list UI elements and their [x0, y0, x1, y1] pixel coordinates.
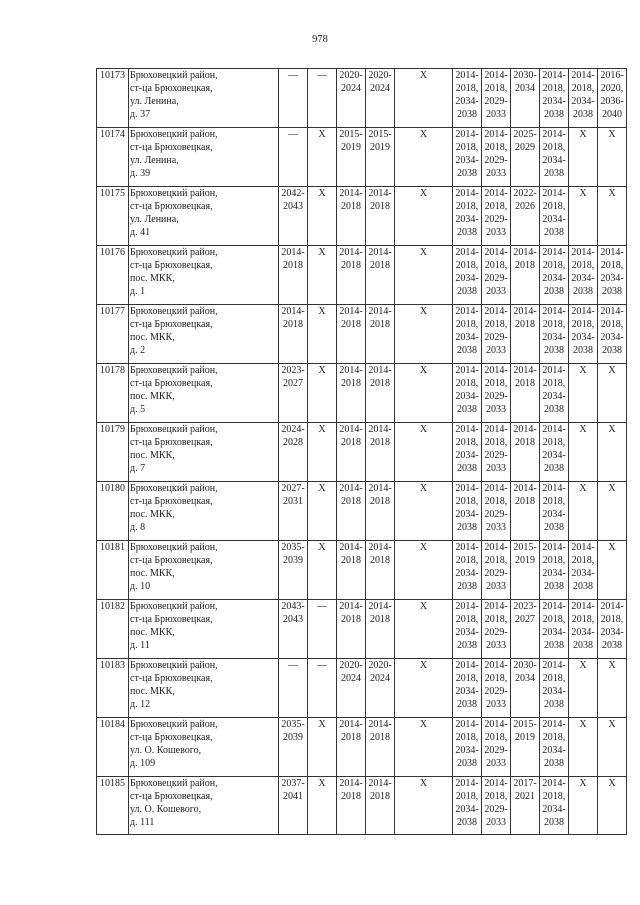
period-cell: 2014- 2018 [366, 482, 395, 541]
address-line: пос. МКК, [130, 509, 175, 520]
period-cell: X [598, 423, 627, 482]
period-cell: 2014- 2018, 2034- 2038 [540, 187, 569, 246]
period-cell: 2014- 2018 [337, 600, 366, 659]
period-cell: X [569, 187, 598, 246]
period-cell: 2014- 2018, 2029- 2033 [482, 246, 511, 305]
period-cell: 2014- 2018, 2034- 2038 [540, 364, 569, 423]
address-line: д. 37 [130, 109, 151, 120]
period-cell: 2014- 2018, 2034- 2038 [540, 541, 569, 600]
address-line: д. 12 [130, 699, 151, 710]
period-cell: 2014- 2018, 2029- 2033 [482, 718, 511, 777]
period-cell: 2014- 2018, 2034- 2038 [540, 423, 569, 482]
period-cell: 2014- 2018, 2029- 2033 [482, 541, 511, 600]
period-cell: 2014- 2018 [511, 482, 540, 541]
period-cell: X [395, 305, 453, 364]
period-cell: 2014- 2018 [366, 423, 395, 482]
period-cell: 2035- 2039 [279, 541, 308, 600]
record-number: 10179 [97, 423, 129, 482]
period-cell: 2014- 2018 [366, 718, 395, 777]
period-cell: 2023- 2027 [511, 600, 540, 659]
address-line: пос. МКК, [130, 450, 175, 461]
period-cell: 2014- 2018, 2034- 2038 [453, 423, 482, 482]
address-cell [129, 482, 279, 541]
period-cell: 2014- 2018, 2034- 2038 [540, 659, 569, 718]
period-cell: 2014- 2018, 2029- 2033 [482, 128, 511, 187]
address-line: ул. О. Кошевого, [130, 804, 202, 815]
address-line: Брюховецкий район, [130, 660, 218, 671]
period-cell: 2037- 2041 [279, 777, 308, 835]
period-cell: 2014- 2018, 2034- 2038 [540, 246, 569, 305]
period-cell: X [308, 541, 337, 600]
period-cell: — [279, 128, 308, 187]
period-cell: 2025- 2029 [511, 128, 540, 187]
registry-table [96, 68, 627, 835]
period-cell: 2014- 2018, 2034- 2038 [453, 718, 482, 777]
table-row [97, 659, 627, 718]
period-cell: X [395, 777, 453, 835]
period-cell: X [308, 718, 337, 777]
address-line: д. 10 [130, 581, 151, 592]
address-line: пос. МКК, [130, 568, 175, 579]
address-cell [129, 541, 279, 600]
table-row [97, 364, 627, 423]
period-cell: 2014- 2018, 2034- 2038 [540, 718, 569, 777]
period-cell: X [395, 128, 453, 187]
address-line: ст-ца Брюховецкая, [130, 201, 213, 212]
period-cell: X [569, 128, 598, 187]
period-cell: 2014- 2018 [337, 718, 366, 777]
period-cell: X [598, 128, 627, 187]
address-line: д. 8 [130, 522, 146, 533]
period-cell: X [598, 659, 627, 718]
period-cell: — [279, 659, 308, 718]
address-cell [129, 364, 279, 423]
record-number: 10184 [97, 718, 129, 777]
address-line: пос. МКК, [130, 627, 175, 638]
record-number: 10175 [97, 187, 129, 246]
table-row [97, 482, 627, 541]
period-cell: 2042- 2043 [279, 187, 308, 246]
address-line: ст-ца Брюховецкая, [130, 260, 213, 271]
period-cell: 2014- 2018 [366, 541, 395, 600]
address-line: Брюховецкий район, [130, 306, 218, 317]
period-cell: 2014- 2018, 2029- 2033 [482, 777, 511, 835]
period-cell: 2014- 2018, 2029- 2033 [482, 482, 511, 541]
table-row [97, 777, 627, 835]
period-cell: 2014- 2018 [337, 541, 366, 600]
table-row [97, 246, 627, 305]
period-cell: 2014- 2018, 2034- 2038 [540, 128, 569, 187]
address-line: ул. Ленина, [130, 214, 179, 225]
period-cell: 2015- 2019 [511, 718, 540, 777]
table-row [97, 423, 627, 482]
address-line: Брюховецкий район, [130, 778, 218, 789]
period-cell: 2014- 2018, 2034- 2038 [453, 128, 482, 187]
period-cell: 2014- 2018, 2034- 2038 [453, 482, 482, 541]
period-cell: X [395, 659, 453, 718]
period-cell: 2014- 2018 [366, 600, 395, 659]
record-number: 10173 [97, 69, 129, 128]
address-cell [129, 305, 279, 364]
period-cell: X [569, 718, 598, 777]
period-cell: — [279, 69, 308, 128]
address-cell [129, 246, 279, 305]
table-row [97, 600, 627, 659]
period-cell: 2015- 2019 [511, 541, 540, 600]
record-number: 10178 [97, 364, 129, 423]
period-cell: X [598, 718, 627, 777]
address-line: ст-ца Брюховецкая, [130, 378, 213, 389]
period-cell: 2014- 2018, 2034- 2038 [569, 246, 598, 305]
address-line: пос. МКК, [130, 332, 175, 343]
period-cell: 2014- 2018, 2034- 2038 [453, 69, 482, 128]
period-cell: X [308, 364, 337, 423]
period-cell: 2014- 2018, 2034- 2038 [453, 541, 482, 600]
address-cell [129, 777, 279, 835]
period-cell: 2014- 2018 [337, 777, 366, 835]
address-line: Брюховецкий район, [130, 247, 218, 258]
address-cell [129, 659, 279, 718]
period-cell: X [395, 600, 453, 659]
table-row [97, 187, 627, 246]
period-cell: 2014- 2018 [366, 364, 395, 423]
address-line: пос. МКК, [130, 391, 175, 402]
period-cell: X [598, 777, 627, 835]
period-cell: 2014- 2018, 2029- 2033 [482, 305, 511, 364]
table-row [97, 541, 627, 600]
period-cell: X [569, 423, 598, 482]
period-cell: X [569, 482, 598, 541]
period-cell: 2014- 2018 [511, 305, 540, 364]
record-number: 10177 [97, 305, 129, 364]
period-cell: 2014- 2018, 2029- 2033 [482, 600, 511, 659]
address-cell [129, 128, 279, 187]
period-cell: 2014- 2018 [511, 423, 540, 482]
record-number: 10183 [97, 659, 129, 718]
period-cell: 2014- 2018 [337, 246, 366, 305]
address-line: д. 7 [130, 463, 146, 474]
period-cell: 2014- 2018, 2029- 2033 [482, 69, 511, 128]
address-line: д. 111 [130, 817, 155, 828]
period-cell: 2016- 2020, 2036- 2040 [598, 69, 627, 128]
period-cell: 2014- 2018 [337, 482, 366, 541]
period-cell: 2014- 2018, 2029- 2033 [482, 187, 511, 246]
period-cell: — [308, 69, 337, 128]
address-cell [129, 423, 279, 482]
address-line: Брюховецкий район, [130, 424, 218, 435]
address-line: Брюховецкий район, [130, 365, 218, 376]
period-cell: X [395, 69, 453, 128]
period-cell: X [308, 482, 337, 541]
period-cell: 2022- 2026 [511, 187, 540, 246]
period-cell: 2014- 2018 [366, 777, 395, 835]
record-number: 10182 [97, 600, 129, 659]
address-line: ст-ца Брюховецкая, [130, 496, 213, 507]
period-cell: X [569, 364, 598, 423]
period-cell: 2043- 2043 [279, 600, 308, 659]
address-line: д. 1 [130, 286, 146, 297]
period-cell: 2020- 2024 [337, 69, 366, 128]
period-cell: 2014- 2018 [337, 423, 366, 482]
period-cell: 2014- 2018 [279, 246, 308, 305]
address-line: д. 39 [130, 168, 151, 179]
period-cell: 2015- 2019 [337, 128, 366, 187]
address-cell [129, 718, 279, 777]
period-cell: 2014- 2018, 2034- 2038 [453, 777, 482, 835]
address-line: Брюховецкий район, [130, 601, 218, 612]
period-cell: X [395, 187, 453, 246]
period-cell: 2014- 2018 [511, 246, 540, 305]
table-row [97, 718, 627, 777]
period-cell: 2014- 2018, 2034- 2038 [540, 69, 569, 128]
period-cell: 2024- 2028 [279, 423, 308, 482]
page-number: 978 [312, 34, 328, 45]
period-cell: X [598, 364, 627, 423]
period-cell: X [395, 482, 453, 541]
period-cell: X [395, 246, 453, 305]
period-cell: 2014- 2018 [366, 187, 395, 246]
period-cell: 2015- 2019 [366, 128, 395, 187]
period-cell: 2014- 2018 [366, 246, 395, 305]
period-cell: 2035- 2039 [279, 718, 308, 777]
period-cell: 2014- 2018, 2034- 2038 [569, 600, 598, 659]
period-cell: X [395, 423, 453, 482]
period-cell: 2014- 2018, 2034- 2038 [453, 600, 482, 659]
period-cell: X [308, 305, 337, 364]
address-line: ул. Ленина, [130, 96, 179, 107]
period-cell: X [308, 777, 337, 835]
period-cell: X [598, 482, 627, 541]
address-line: ст-ца Брюховецкая, [130, 555, 213, 566]
period-cell: 2030- 2034 [511, 69, 540, 128]
address-line: Брюховецкий район, [130, 188, 218, 199]
period-cell: 2027- 2031 [279, 482, 308, 541]
table-row [97, 128, 627, 187]
period-cell: 2014- 2018, 2034- 2038 [598, 246, 627, 305]
period-cell: 2014- 2018 [366, 305, 395, 364]
address-line: ст-ца Брюховецкая, [130, 732, 213, 743]
address-line: ст-ца Брюховецкая, [130, 83, 213, 94]
period-cell: 2020- 2024 [337, 659, 366, 718]
period-cell: X [308, 187, 337, 246]
record-number: 10176 [97, 246, 129, 305]
address-cell [129, 69, 279, 128]
period-cell: 2020- 2024 [366, 659, 395, 718]
period-cell: X [308, 128, 337, 187]
address-line: пос. МКК, [130, 686, 175, 697]
period-cell: 2014- 2018, 2034- 2038 [540, 482, 569, 541]
address-line: Брюховецкий район, [130, 719, 218, 730]
table-row [97, 305, 627, 364]
address-line: Брюховецкий район, [130, 129, 218, 140]
period-cell: 2014- 2018, 2034- 2038 [453, 246, 482, 305]
period-cell: 2020- 2024 [366, 69, 395, 128]
period-cell: X [395, 364, 453, 423]
address-line: пос. МКК, [130, 273, 175, 284]
period-cell: 2014- 2018 [337, 187, 366, 246]
address-line: ст-ца Брюховецкая, [130, 791, 213, 802]
address-line: д. 11 [130, 640, 150, 651]
period-cell: X [598, 541, 627, 600]
period-cell: 2014- 2018, 2029- 2033 [482, 364, 511, 423]
period-cell: 2014- 2018, 2034- 2038 [598, 600, 627, 659]
record-number: 10185 [97, 777, 129, 835]
period-cell: X [395, 718, 453, 777]
period-cell: X [569, 777, 598, 835]
address-line: ул. Ленина, [130, 155, 179, 166]
address-line: ул. О. Кошевого, [130, 745, 202, 756]
period-cell: 2014- 2018, 2034- 2038 [569, 541, 598, 600]
address-cell [129, 600, 279, 659]
period-cell: 2014- 2018, 2034- 2038 [569, 69, 598, 128]
record-number: 10181 [97, 541, 129, 600]
period-cell: 2014- 2018 [337, 305, 366, 364]
period-cell: 2014- 2018 [511, 364, 540, 423]
address-line: д. 41 [130, 227, 151, 238]
period-cell: 2014- 2018, 2034- 2038 [453, 187, 482, 246]
address-line: ст-ца Брюховецкая, [130, 142, 213, 153]
address-line: ст-ца Брюховецкая, [130, 437, 213, 448]
address-line: Брюховецкий район, [130, 483, 218, 494]
period-cell: 2023- 2027 [279, 364, 308, 423]
address-line: Брюховецкий район, [130, 70, 218, 81]
address-line: ст-ца Брюховецкая, [130, 614, 213, 625]
period-cell: 2014- 2018 [279, 305, 308, 364]
period-cell: 2014- 2018, 2034- 2038 [540, 305, 569, 364]
address-line: ст-ца Брюховецкая, [130, 319, 213, 330]
period-cell: 2014- 2018, 2034- 2038 [453, 364, 482, 423]
record-number: 10174 [97, 128, 129, 187]
period-cell: X [395, 541, 453, 600]
period-cell: 2030- 2034 [511, 659, 540, 718]
period-cell: 2014- 2018, 2029- 2033 [482, 659, 511, 718]
address-cell [129, 187, 279, 246]
address-line: ст-ца Брюховецкая, [130, 673, 213, 684]
period-cell: 2017- 2021 [511, 777, 540, 835]
period-cell: 2014- 2018, 2034- 2038 [453, 659, 482, 718]
period-cell: — [308, 600, 337, 659]
period-cell: — [308, 659, 337, 718]
period-cell: X [569, 659, 598, 718]
period-cell: 2014- 2018, 2029- 2033 [482, 423, 511, 482]
period-cell: X [308, 246, 337, 305]
period-cell: 2014- 2018, 2034- 2038 [453, 305, 482, 364]
period-cell: X [308, 423, 337, 482]
address-line: д. 2 [130, 345, 146, 356]
period-cell: 2014- 2018, 2034- 2038 [540, 600, 569, 659]
period-cell: 2014- 2018, 2034- 2038 [540, 777, 569, 835]
address-line: д. 5 [130, 404, 146, 415]
period-cell: 2014- 2018 [337, 364, 366, 423]
record-number: 10180 [97, 482, 129, 541]
address-line: д. 109 [130, 758, 156, 769]
table-row [97, 69, 627, 128]
period-cell: 2014- 2018, 2034- 2038 [598, 305, 627, 364]
period-cell: 2014- 2018, 2034- 2038 [569, 305, 598, 364]
address-line: Брюховецкий район, [130, 542, 218, 553]
period-cell: X [598, 187, 627, 246]
